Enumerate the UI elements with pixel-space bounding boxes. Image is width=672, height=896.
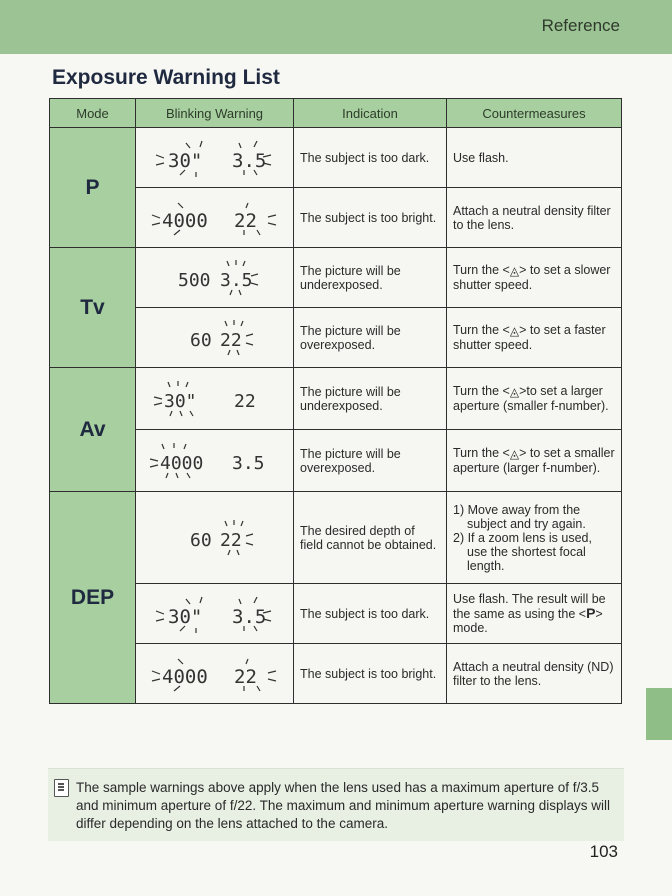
countermeasure-part: > to set a smaller aperture (larger f-number).	[453, 446, 615, 475]
countermeasure-text	[447, 368, 622, 430]
countermeasure-part: Turn the <	[453, 323, 510, 337]
lcd-display	[140, 587, 290, 641]
countermeasure-text: Use flash.	[447, 128, 622, 188]
list-item: 2) If a zoom lens is used, use the shortest focal length.	[453, 530, 592, 573]
mode-label: P	[50, 128, 136, 248]
countermeasure-text: Attach a neutral density (ND) filter to the lens.	[447, 644, 622, 704]
lcd-display	[140, 131, 290, 185]
table-row	[50, 368, 622, 430]
countermeasure-text	[447, 492, 622, 584]
table-row	[50, 128, 622, 188]
table-row	[50, 644, 622, 704]
table-header-row	[50, 99, 622, 128]
table-row	[50, 492, 622, 584]
page-number: 103	[589, 842, 618, 861]
indication-text: The subject is too bright.	[294, 644, 447, 704]
blinking-display	[136, 308, 294, 368]
shutter-value: 4000	[161, 665, 208, 688]
lcd-display	[140, 311, 290, 365]
indication-text: The picture will be underexposed.	[294, 248, 447, 308]
mode-label: Tv	[50, 248, 136, 368]
lcd-display	[140, 251, 290, 305]
countermeasure-list	[453, 503, 615, 573]
column-header: Indication	[294, 99, 447, 128]
section-tab	[646, 688, 672, 740]
section-label: Reference	[541, 16, 620, 35]
mode-label: Av	[50, 368, 136, 492]
table-row	[50, 308, 622, 368]
note-box	[48, 768, 624, 841]
aperture-value: 22	[233, 209, 257, 232]
countermeasure-part: > to set a slower shutter speed.	[453, 263, 611, 292]
countermeasure-text	[447, 584, 622, 644]
table-row	[50, 248, 622, 308]
shutter-value: 30"	[167, 605, 202, 628]
aperture-value: 22	[233, 390, 256, 412]
aperture-value: 3.5	[219, 269, 253, 291]
countermeasure-part: > to set a faster shutter speed.	[453, 323, 606, 352]
aperture-value: 22	[233, 665, 257, 688]
table-row	[50, 430, 622, 492]
exposure-warning-table	[49, 98, 622, 704]
shutter-value: 60	[189, 529, 212, 551]
countermeasure-text	[447, 248, 622, 308]
countermeasure-part: Turn the <	[453, 384, 510, 398]
countermeasure-text	[447, 430, 622, 492]
blinking-display	[136, 430, 294, 492]
aperture-value: 3.5	[231, 452, 265, 474]
note-text: The sample warnings above apply when the lens used has a maximum aperture of f/3.5 and minimum aperture of f/22. The maximum and minimum aperture warning displays will differ depending on the lens attached to the camera.	[76, 780, 610, 831]
main-dial-icon: ◬	[509, 324, 520, 338]
main-dial-icon: ◬	[509, 447, 520, 461]
indication-text: The desired depth of field cannot be obtained.	[294, 492, 447, 584]
column-header: Mode	[50, 99, 136, 128]
memo-icon	[54, 779, 69, 797]
shutter-value: 30"	[167, 149, 202, 172]
indication-text: The picture will be overexposed.	[294, 430, 447, 492]
indication-text: The subject is too bright.	[294, 188, 447, 248]
lcd-display	[140, 511, 290, 565]
blinking-display	[136, 128, 294, 188]
main-dial-icon: ◬	[509, 385, 520, 399]
aperture-value: 22	[219, 529, 242, 551]
blinking-display	[136, 644, 294, 704]
countermeasure-text: Attach a neutral density filter to the lens.	[447, 188, 622, 248]
indication-text: The subject is too dark.	[294, 584, 447, 644]
blinking-display	[136, 368, 294, 430]
blinking-display	[136, 584, 294, 644]
table-row	[50, 584, 622, 644]
mode-p-symbol: P	[586, 605, 596, 621]
lcd-display	[140, 647, 290, 701]
mode-label: DEP	[50, 492, 136, 704]
shutter-value: 4000	[161, 209, 208, 232]
lcd-display	[140, 191, 290, 245]
countermeasure-part: Turn the <	[453, 263, 510, 277]
countermeasure-part: >to set a larger aperture (smaller f-number).	[453, 384, 609, 413]
indication-text: The subject is too dark.	[294, 128, 447, 188]
main-dial-icon: ◬	[509, 264, 520, 278]
aperture-value: 22	[219, 329, 242, 351]
table-row	[50, 188, 622, 248]
header-band	[0, 0, 672, 54]
aperture-value: 3.5	[231, 605, 266, 628]
blinking-display	[136, 492, 294, 584]
countermeasure-text	[447, 308, 622, 368]
lcd-display	[140, 372, 290, 426]
blinking-display	[136, 248, 294, 308]
shutter-value: 500	[177, 269, 211, 291]
lcd-display	[140, 434, 290, 488]
countermeasure-part: Use flash. The result will be the same as using the <	[453, 592, 606, 621]
shutter-value: 4000	[159, 452, 203, 474]
countermeasure-part: > mode.	[453, 607, 603, 635]
shutter-value: 60	[189, 329, 212, 351]
blinking-display	[136, 188, 294, 248]
page-title: Exposure Warning List	[52, 66, 280, 89]
indication-text: The picture will be overexposed.	[294, 308, 447, 368]
column-header: Countermeasures	[447, 99, 622, 128]
list-item: 1) Move away from the subject and try again.	[453, 502, 586, 531]
indication-text: The picture will be underexposed.	[294, 368, 447, 430]
shutter-value: 30"	[163, 390, 197, 412]
column-header: Blinking Warning	[136, 99, 294, 128]
aperture-value: 3.5	[231, 149, 266, 172]
countermeasure-part: Turn the <	[453, 446, 510, 460]
